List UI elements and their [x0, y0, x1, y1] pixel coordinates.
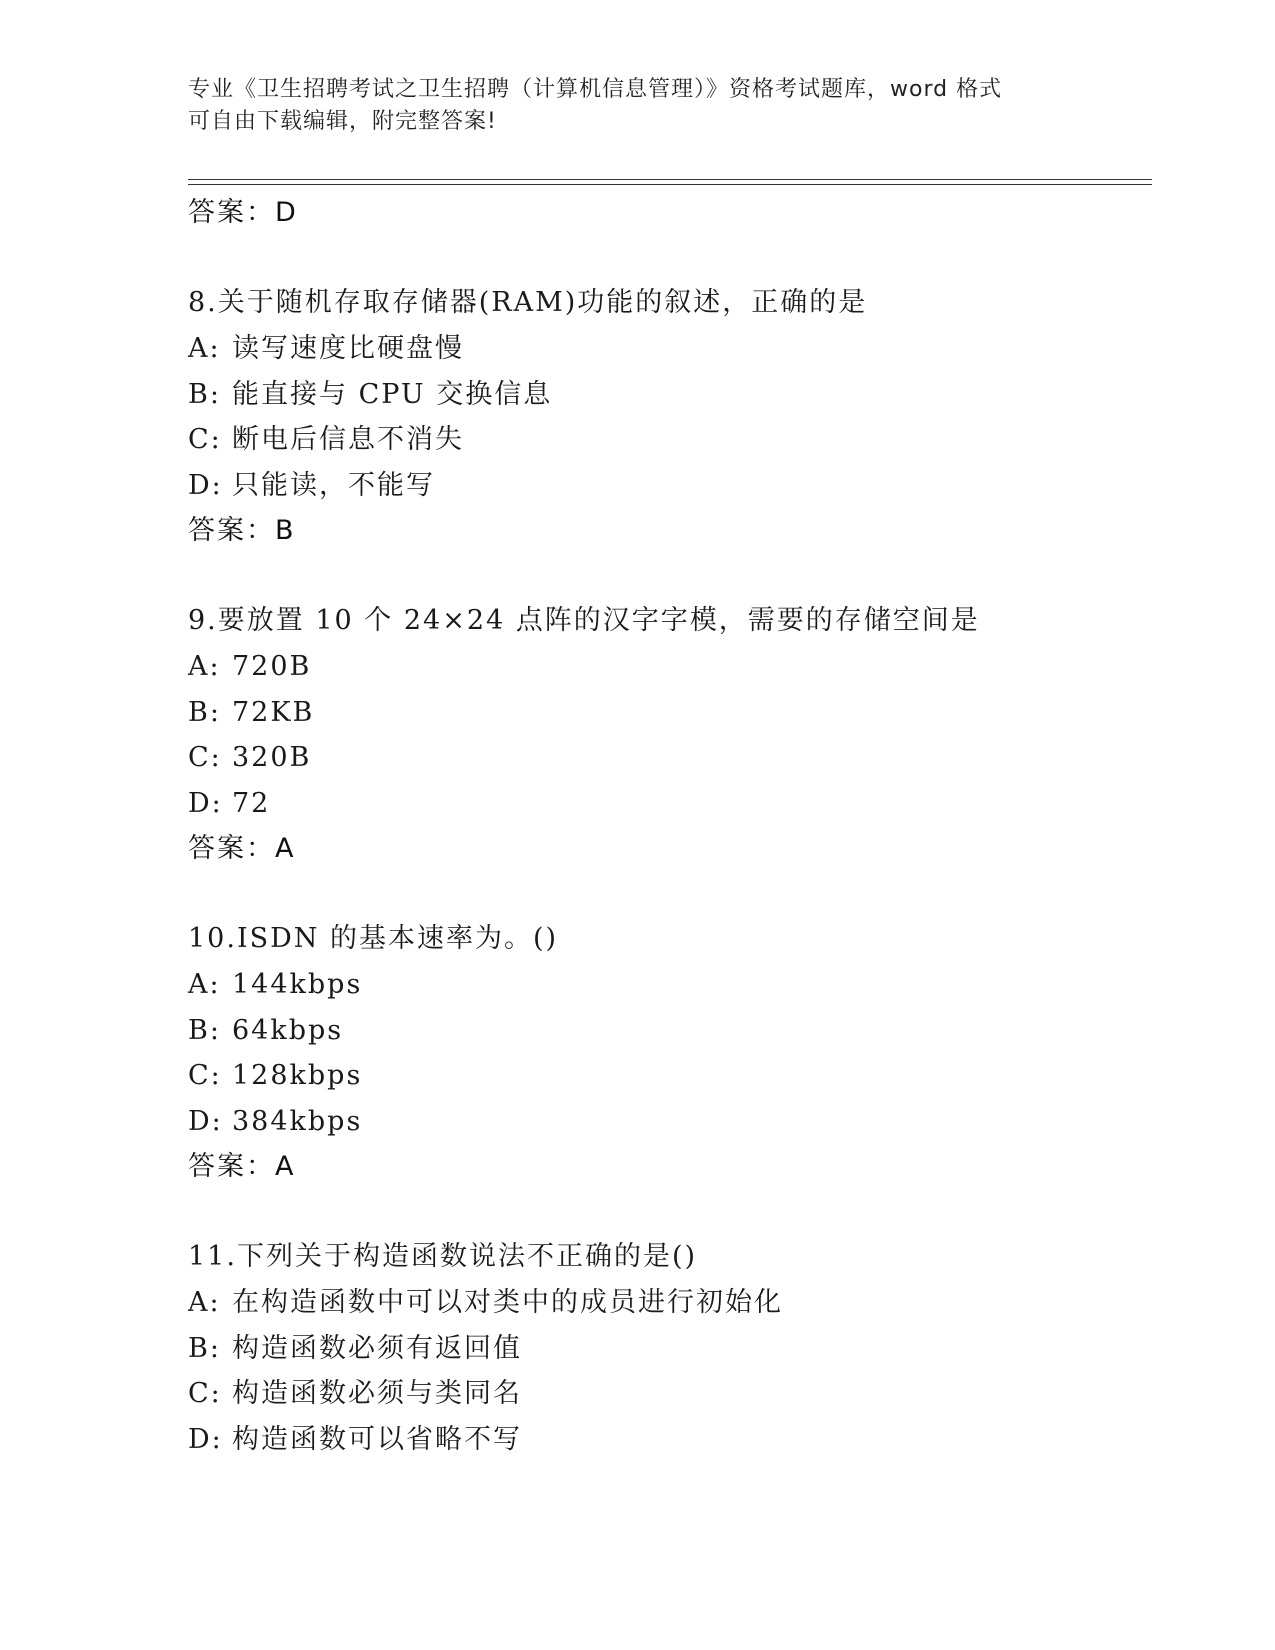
option-letter: D: — [188, 787, 223, 819]
option-b — [188, 690, 1152, 736]
option-letter: D: — [188, 469, 223, 501]
option-text: 读写速度比硬盘慢 — [232, 333, 464, 364]
option-letter: B: — [188, 1332, 221, 1364]
option-text: 72KB — [232, 696, 315, 728]
question-block-8 — [188, 280, 1152, 554]
option-d — [188, 463, 1152, 509]
option-c — [188, 417, 1152, 463]
option-c — [188, 1053, 1152, 1099]
option-b — [188, 1326, 1152, 1372]
option-letter: B: — [188, 1014, 221, 1046]
option-text: 在构造函数中可以对类中的成员进行初始化 — [232, 1287, 783, 1318]
option-text: 构造函数可以省略不写 — [232, 1423, 522, 1455]
question-block-11 — [188, 1234, 1152, 1462]
spacer — [188, 1190, 1152, 1234]
option-letter: C: — [188, 742, 222, 773]
answer-q10: 答案：A — [188, 1151, 296, 1182]
option-letter: C: — [188, 1378, 222, 1409]
option-c — [188, 1371, 1152, 1417]
option-text: 64kbps — [232, 1014, 344, 1046]
option-a — [188, 326, 1152, 372]
question-block-10 — [188, 916, 1152, 1190]
option-text: 只能读，不能写 — [232, 469, 435, 501]
header-title-line-2: 可自由下载编辑，附完整答案! — [188, 109, 497, 134]
option-letter: A: — [188, 333, 221, 364]
option-c — [188, 735, 1152, 781]
header-divider-top — [188, 179, 1152, 180]
option-letter: B: — [188, 378, 221, 410]
question-stem: 11.下列关于构造函数说法不正确的是() — [188, 1241, 698, 1272]
option-letter: D: — [188, 1423, 223, 1455]
option-d — [188, 781, 1152, 827]
answer-q8: 答案：B — [188, 515, 296, 546]
option-letter: C: — [188, 1060, 222, 1091]
option-a — [188, 1280, 1152, 1326]
option-text: 72 — [232, 787, 271, 819]
option-letter: A: — [188, 969, 221, 1000]
option-text: 构造函数必须与类同名 — [232, 1378, 522, 1409]
document-header — [188, 74, 1088, 138]
answer-q7: 答案：D — [188, 197, 298, 228]
option-b — [188, 1008, 1152, 1054]
header-divider-bottom — [188, 184, 1152, 185]
option-text: 320B — [232, 742, 312, 773]
option-text: 128kbps — [232, 1060, 363, 1091]
option-text: 断电后信息不消失 — [232, 424, 464, 455]
option-text: 构造函数必须有返回值 — [232, 1332, 522, 1364]
option-letter: D: — [188, 1105, 223, 1137]
spacer — [188, 872, 1152, 916]
option-a — [188, 644, 1152, 690]
option-text: 能直接与 CPU 交换信息 — [232, 378, 553, 410]
option-text: 720B — [232, 651, 312, 682]
question-block-9 — [188, 598, 1152, 872]
option-text: 144kbps — [232, 969, 363, 1000]
option-d — [188, 1417, 1152, 1463]
option-a — [188, 962, 1152, 1008]
option-letter: A: — [188, 651, 221, 682]
spacer — [188, 554, 1152, 598]
spacer — [188, 236, 1152, 280]
header-title-line-1: 专业《卫生招聘考试之卫生招聘（计算机信息管理）》资格考试题库，word 格式 — [188, 77, 1003, 102]
option-letter: A: — [188, 1287, 221, 1318]
question-stem: 10.ISDN 的基本速率为。() — [188, 923, 559, 954]
answer-q9: 答案：A — [188, 833, 296, 864]
option-b — [188, 372, 1152, 418]
option-letter: C: — [188, 424, 222, 455]
question-list — [188, 190, 1152, 1462]
option-text: 384kbps — [232, 1105, 363, 1137]
question-stem: 9.要放置 10 个 24×24 点阵的汉字字模，需要的存储空间是 — [188, 605, 980, 636]
option-d — [188, 1099, 1152, 1145]
question-stem: 8.关于随机存取存储器(RAM)功能的叙述，正确的是 — [188, 287, 868, 318]
option-letter: B: — [188, 696, 221, 728]
